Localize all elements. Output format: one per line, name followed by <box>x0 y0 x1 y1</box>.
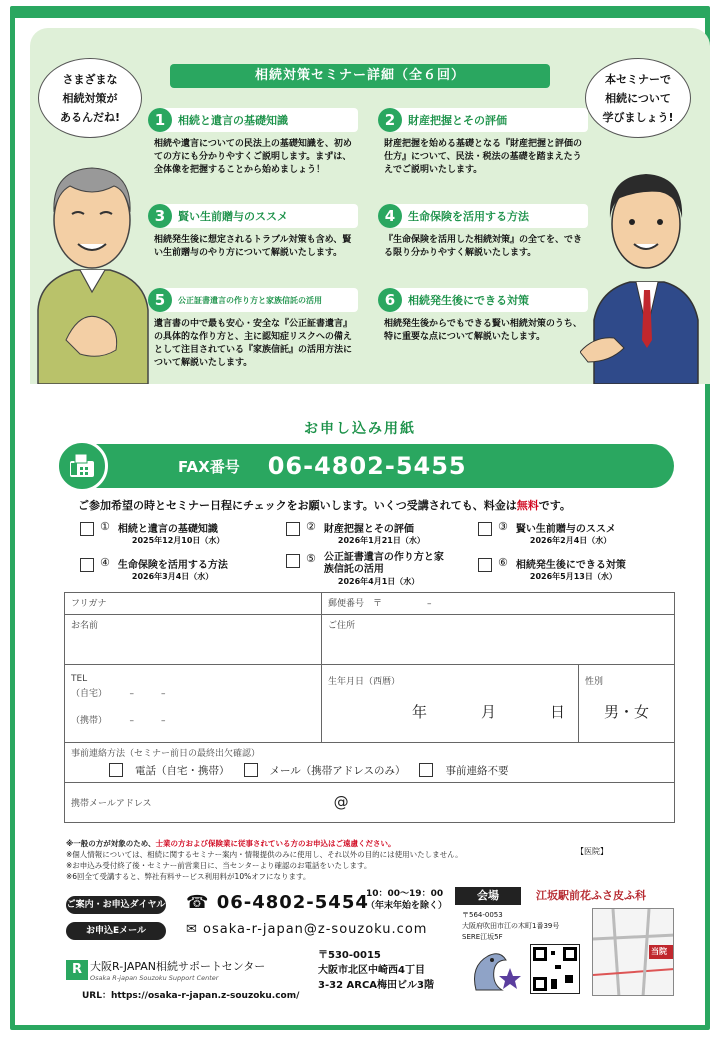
qr-code[interactable] <box>530 944 580 994</box>
office-hours: 10：00～19：00 （年末年始を除く） <box>366 889 448 911</box>
mascot-illustration <box>466 946 522 996</box>
checkbox[interactable] <box>80 522 94 536</box>
phone-icon: ☎ <box>186 892 217 913</box>
checkbox[interactable] <box>478 522 492 536</box>
checkbox-mail[interactable] <box>244 763 258 777</box>
org-name-en: Osaka R-japan Souzoku Support Center <box>90 974 219 982</box>
birthdate-field[interactable]: 生年月日（西暦） 年 月 日 <box>321 665 578 743</box>
application-form-table <box>64 592 675 823</box>
org-logo: R <box>66 960 88 980</box>
venue-map <box>592 908 674 996</box>
choice-1[interactable]: ① 相続と遺言の基礎知識 2025年12月10日（水） <box>80 520 224 546</box>
fax-label: FAX番号 <box>178 457 240 476</box>
choice-6[interactable]: ⑥ 相続発生後にできる対策 2026年5月13日（水） <box>478 556 626 582</box>
email-label: お申込Eメール <box>66 922 166 940</box>
fine-print: ※一般の方が対象のため、士業の方および保険業に従事されている方のお申込はご遠慮ください。 ※個人情報については、相続に関するセミナー案内・情報提供のみに使用し、それ以外の目的には使用いたしません。 ※お申込み受付終了後・セミナー前営業日に、当センターより確認のお電話をいたします。 ※6回全て受講すると、弊社有料サービス利用料が10%オフになります。 <box>66 839 463 881</box>
mobile-email-field[interactable]: 携帯メールアドレス @ <box>65 783 675 823</box>
checkbox-none[interactable] <box>419 763 433 777</box>
org-address: 〒530-0015 大阪市北区中崎西4丁目 3-32 ARCA梅田ビル3階 <box>318 950 434 991</box>
seminar-item-5: 5 公正証書遺言の作り方と家族信託の活用 遺言書の中で最も安心・安全な『公正証書遺言』の具体的な作り方と、主に認知症リスクへの備えとして注目されている『家族信託』の活用方法について解説いたします。 <box>148 288 358 370</box>
seminar-item-3: 3 賢い生前贈与のススメ 相続発生後に想定されるトラブル対策も含め、賢い生前贈与のやり方について解説いたします。 <box>148 204 358 260</box>
fax-bar <box>62 444 674 488</box>
checkbox[interactable] <box>286 554 300 568</box>
map-pin-label: 当院 <box>651 947 667 956</box>
furigana-field[interactable]: フリガナ <box>65 593 322 615</box>
choice-2[interactable]: ② 財産把握とその評価 2026年1月21日（水） <box>286 520 425 546</box>
speech-bubble-right: 本セミナーで 相続について 学びましょう! <box>585 58 691 138</box>
checkbox[interactable] <box>478 558 492 572</box>
venue-label: 会場 <box>455 887 521 905</box>
checkbox[interactable] <box>286 522 300 536</box>
mail-icon: ✉ <box>186 922 204 937</box>
choice-3[interactable]: ③ 賢い生前贈与のススメ 2026年2月4日（水） <box>478 520 616 546</box>
fax-number: 06-4802-5455 <box>267 452 467 480</box>
elderly-man-illustration <box>30 140 155 384</box>
org-url[interactable]: URL：https://osaka-r-japan.z-souzoku.com/ <box>82 991 300 1001</box>
address-field[interactable]: ご住所 <box>321 615 674 665</box>
seminar-banner: 相続対策セミナー詳細（全６回） <box>170 64 550 88</box>
venue-name: 江坂駅前花ふさ皮ふ科 <box>536 889 646 902</box>
businessman-illustration <box>580 140 705 384</box>
name-field[interactable]: お名前 <box>65 615 322 665</box>
postal-code-field[interactable]: 郵便番号 〒 – <box>321 593 674 615</box>
phone-number[interactable]: ☎ 06-4802-5454 <box>186 892 369 913</box>
dial-label: ご案内・お申込ダイヤル <box>66 896 166 914</box>
instruction-text: ご参加希望の時とセミナー日程にチェックをお願いします。いくつ受講されても、料金は無料です。 <box>78 499 571 512</box>
checkbox[interactable] <box>80 558 94 572</box>
tel-field[interactable]: TEL （自宅） – – （携帯） – – <box>65 665 322 743</box>
form-title: お申し込み用紙 <box>304 421 416 437</box>
seminar-item-1: 1 相続と遺言の基礎知識 相続や遺言についての民法上の基礎知識を、初めての方にも分かりやすくご説明します。まずは、全体像を把握することから始めましょう！ <box>148 108 358 177</box>
seminar-item-4: 4 生命保険を活用する方法 『生命保険を活用した相続対策』の全てを、できる限り分かりやすく解説いたします。 <box>378 204 588 260</box>
fax-icon <box>56 440 108 492</box>
gender-field[interactable]: 性別 男・女 <box>579 665 675 743</box>
clinic-mark: 【医院】 <box>576 847 608 856</box>
checkbox-phone[interactable] <box>109 763 123 777</box>
choice-5[interactable]: ⑤ 公正証書遺言の作り方と家族信託の活用 2026年4月1日（水） <box>286 552 448 587</box>
contact-method-field: 事前連絡方法（セミナー前日の最終出欠確認） 電話（自宅・携帯） メール（携帯アドレスのみ） 事前連絡不要 <box>65 743 675 783</box>
seminar-item-6: 6 相続発生後にできる対策 相続発生後からでもできる賢い相続対策のうち、特に重要な点について解説いたします。 <box>378 288 588 344</box>
venue-address: 〒564-0053 大阪府吹田市江の木町1番39号 SERE江坂5F <box>462 911 560 941</box>
speech-bubble-left: さまざまな 相続対策が あるんだね! <box>38 58 142 138</box>
email-address[interactable]: ✉ osaka-r-japan@z-souzoku.com <box>186 922 428 937</box>
org-name: 大阪R-JAPAN相続サポートセンター <box>90 960 266 973</box>
choice-4[interactable]: ④ 生命保険を活用する方法 2026年3月4日（水） <box>80 556 228 582</box>
seminar-item-2: 2 財産把握とその評価 財産把握を始める基礎となる『財産把握と評価の仕方』について、民法・税法の基礎を踏まえたうえでご説明いたします。 <box>378 108 588 177</box>
